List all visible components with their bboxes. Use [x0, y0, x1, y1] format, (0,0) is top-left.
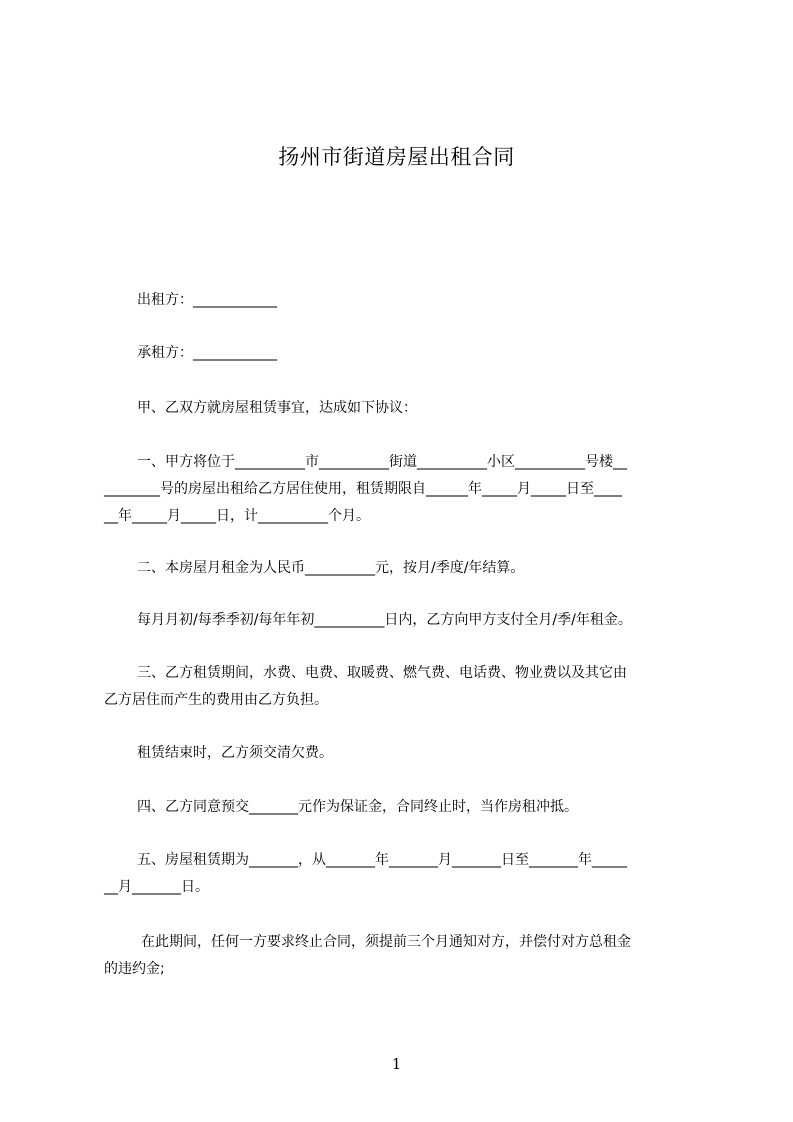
clause1-line2: ________号的房屋出租给乙方居住使用，租赁期限自______年_____月_____日至____ — [104, 481, 622, 497]
clause1-line3: __年_____月_____日，计__________个月。 — [104, 508, 370, 524]
clause4-paragraph: 四、乙方同意预交_______元作为保证金，合同终止时，当作房租冲抵。 — [137, 799, 578, 815]
page-number: 1 — [391, 1055, 402, 1073]
clause5-term-line2: 的违约金; — [104, 961, 165, 977]
clause1-line1: 一、甲方将位于__________市__________街道__________小区__________号楼__ — [137, 454, 627, 470]
clause3-end-paragraph: 租赁结束时，乙方须交清欠费。 — [137, 745, 333, 761]
intro-paragraph: 甲、乙双方就房屋租赁事宜，达成如下协议： — [137, 400, 417, 416]
clause3-line2: 乙方居住而产生的费用由乙方负担。 — [104, 692, 328, 708]
clause2-paragraph: 二、本房屋月租金为人民币__________元，按月/季度/年结算。 — [137, 560, 525, 576]
lessor-line: 出租方：____________ — [137, 292, 277, 308]
clause3-line1: 三、乙方租赁期间，水费、电费、取暖费、燃气费、电话费、物业费以及其它由 — [137, 665, 627, 681]
clause5-line2: __月_______日。 — [104, 879, 209, 895]
contract-title: 扬州市街道房屋出租合同 — [278, 145, 515, 169]
clause2-payment-paragraph: 每月月初/每季季初/每年年初__________日内，乙方向甲方支付全月/季/年租金。 — [137, 612, 632, 628]
clause5-line1: 五、房屋租赁期为_______，从_______年_______月_______日至_______年_____ — [137, 852, 627, 868]
clause5-term-line1: 在此期间，任何一方要求终止合同，须提前三个月通知对方，并偿付对方总租金 — [141, 934, 631, 950]
lessee-line: 承租方：____________ — [137, 345, 277, 361]
